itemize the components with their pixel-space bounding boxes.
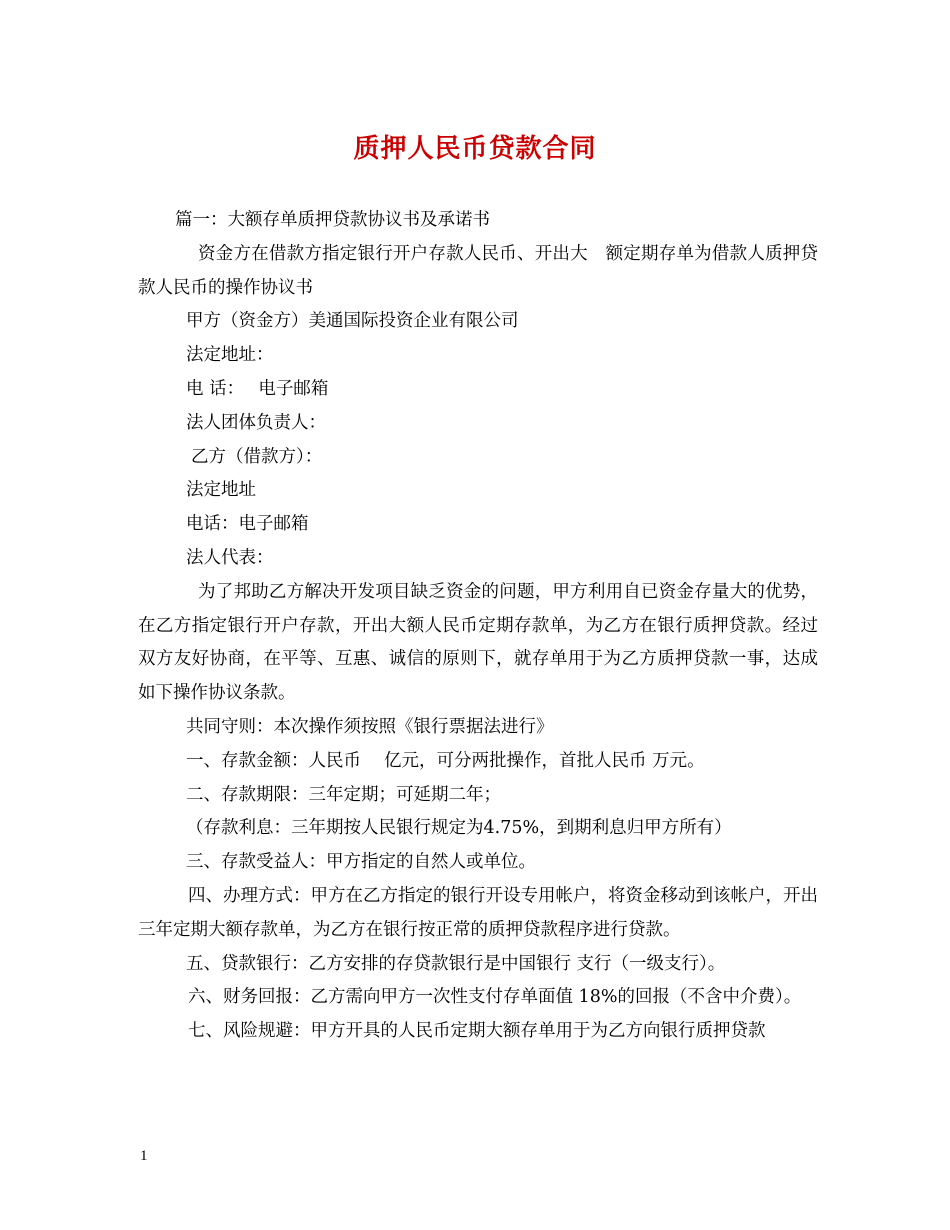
paragraph-purpose: 为了邦助乙方解决开发项目缺乏资金的问题，甲方利用自已资金存量大的优势，在乙方指定银行开户存款，开出大额人民币定期存款单，为乙方在银行质押贷款。经过双方友好协商，在平等、互惠、诚信的原则下，就存单用于为乙方质押贷款一事，达成如下操作协议条款。	[138, 581, 818, 704]
paragraph-intro: 资金方在借款方指定银行开户存款人民币、开出大 额定期存单为借款人质押贷款人民币的操作协议书	[138, 243, 818, 298]
paragraph-party-b-rep: 法人代表：	[186, 547, 274, 568]
paragraph-party-a-phone: 电 话： 电子邮箱	[186, 378, 329, 399]
paragraph-party-a-rep: 法人团体负责人：	[186, 412, 326, 433]
paragraph-common-rules: 共同守则：本次操作须按照《银行票据法进行》	[186, 716, 554, 737]
paragraph-section-heading: 篇一：大额存单质押贷款协议书及承诺书	[175, 210, 490, 230]
clause-1: 一、存款金额：人民币 亿元，可分两批操作，首批人民币 万元。	[186, 750, 705, 771]
clause-3: 三、存款受益人：甲方指定的自然人或单位。	[186, 852, 536, 873]
clause-2: 二、存款期限：三年定期；可延期二年；	[186, 784, 501, 805]
paragraph-party-b-phone: 电话：电子邮箱	[186, 514, 309, 535]
paragraph-party-b-address: 法定地址	[186, 480, 256, 501]
clause-7: 七、风险规避：甲方开具的人民币定期大额存单用于为乙方向银行质押贷款	[188, 1021, 766, 1042]
paragraph-party-a-address: 法定地址：	[186, 345, 274, 366]
clause-5: 五、贷款银行：乙方安排的存贷款银行是中国银行 支行（一级支行）。	[186, 953, 726, 974]
document-body	[138, 204, 818, 1049]
paragraph-party-a: 甲方（资金方）美通国际投资企业有限公司	[186, 311, 519, 332]
clause-6: 六、财务回报：乙方需向甲方一次性支付存单面值 18%的回报（不含中介费）。	[188, 987, 802, 1008]
paragraph-party-b: 乙方（借款方）：	[191, 446, 323, 467]
clause-4: 四、办理方式：甲方在乙方指定的银行开设专用帐户，将资金移动到该帐户，开出三年定期大额存款单，为乙方在银行按正常的质押贷款程序进行贷款。	[138, 885, 818, 940]
page-number: 1	[140, 1148, 148, 1164]
document-title: 质押人民币贷款合同	[353, 134, 597, 164]
clause-2-note: （存款利息：三年期按人民银行规定为4.75%，到期利息归甲方所有）	[186, 818, 732, 839]
